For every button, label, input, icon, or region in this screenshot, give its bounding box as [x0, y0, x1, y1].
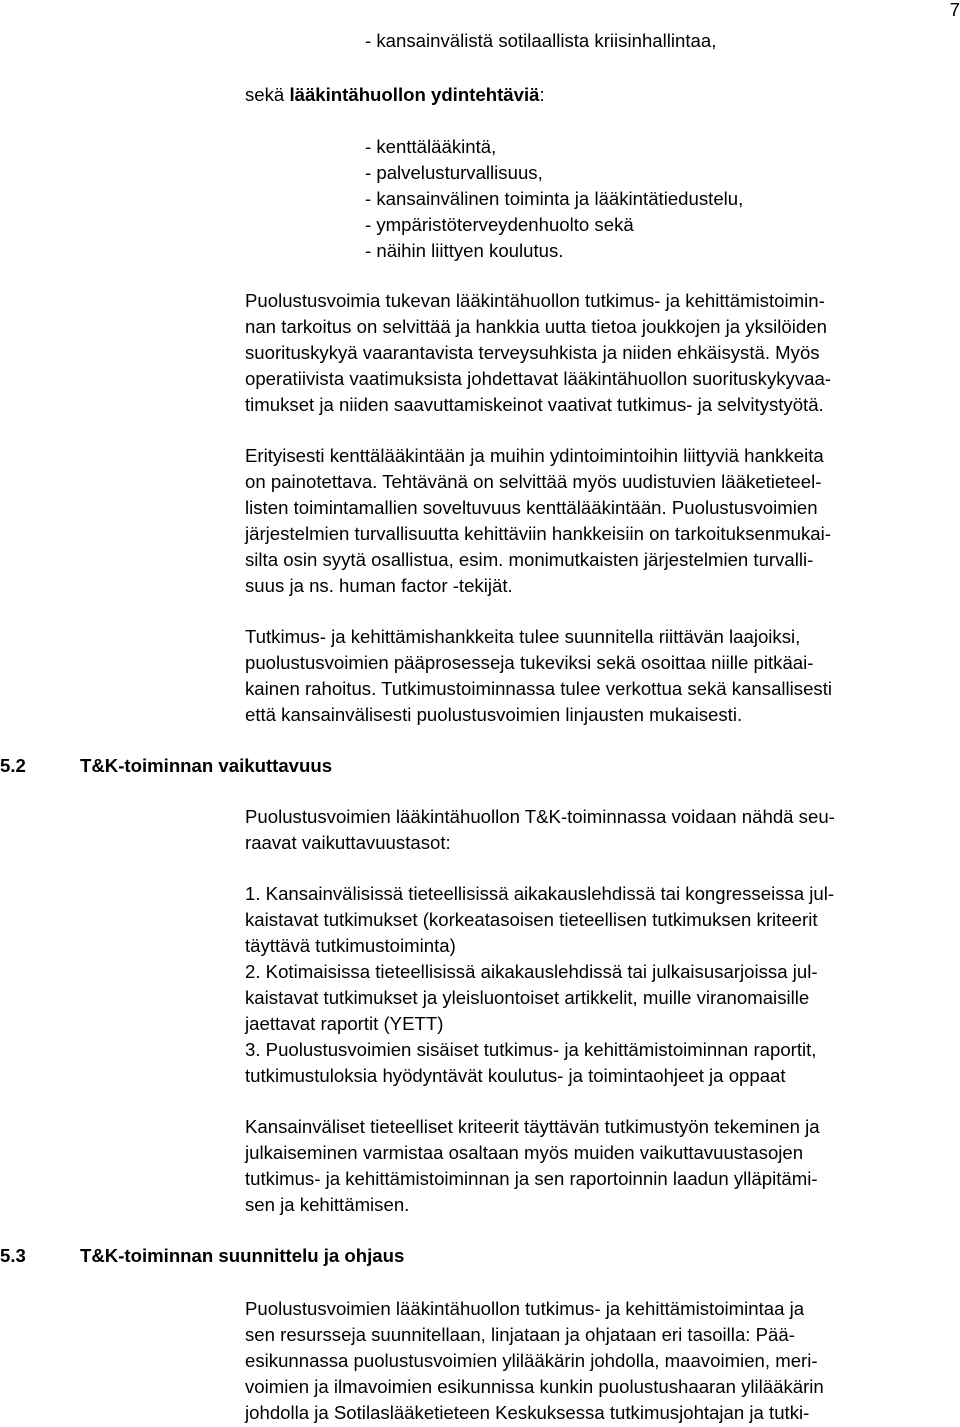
core-tasks-intro: [245, 82, 545, 108]
text-line: raavat vaikuttavuustasot:: [245, 832, 451, 853]
text-line: johdolla ja Sotilaslääketieteen Keskuksessa tutkimusjohtajan ja tutki-: [245, 1402, 810, 1423]
text-line: Kansainväliset tieteelliset kriteerit täyttävän tutkimustyön tekeminen ja: [245, 1116, 820, 1137]
text-line: suorituskykyä vaarantavista terveysuhkista ja niiden ehkäisystä. Myös: [245, 342, 820, 363]
core-task-item: - kansainvälinen toiminta ja lääkintätiedustelu,: [365, 188, 744, 209]
text-line: esikunnassa puolustusvoimien ylilääkärin johdolla, maavoimien, meri-: [245, 1350, 818, 1371]
text-line: voimien ja ilmavoimien esikunnissa kunkin puolustushaaran ylilääkärin: [245, 1376, 824, 1397]
text-line: julkaiseminen varmistaa osaltaan myös muiden vaikuttavuustasojen: [245, 1142, 804, 1163]
page-number: 7: [949, 0, 960, 20]
intl-crisis-bullet: - kansainvälistä sotilaallista kriisinhallintaa,: [365, 30, 717, 51]
intro-prefix: sekä: [245, 84, 290, 105]
list-item-line: 3. Puolustusvoimien sisäiset tutkimus- ja kehittämistoiminnan raportit,: [245, 1039, 817, 1060]
core-task-item: - näihin liittyen koulutus.: [365, 240, 564, 261]
list-item-line: kaistavat tutkimukset ja yleisluontoiset artikkelit, muille viranomaisille: [245, 987, 810, 1008]
text-line: Puolustusvoimien lääkintähuollon tutkimus- ja kehittämistoimintaa ja: [245, 1298, 805, 1319]
impact-levels-list: [245, 881, 955, 1089]
intl-criteria-paragraph: [245, 1114, 955, 1218]
section-title: T&K-toiminnan suunnittelu ja ohjaus: [80, 1245, 405, 1266]
text-line: Erityisesti kenttälääkintään ja muihin ydintoimintoihin liittyviä hankkeita: [245, 445, 824, 466]
core-task-item: - palvelusturvallisuus,: [365, 162, 543, 183]
section-title: T&K-toiminnan vaikuttavuus: [80, 755, 333, 776]
text-line: Puolustusvoimien lääkintähuollon T&K-toiminnassa voidaan nähdä seu-: [245, 806, 835, 827]
text-line: järjestelmien turvallisuutta kehittäviin hankkeisiin on tarkoituksenmukai-: [245, 523, 831, 544]
list-item-line: täyttävä tutkimustoiminta): [245, 935, 456, 956]
list-item-line: 2. Kotimaisissa tieteellisissä aikakauslehdissä tai julkaisusarjoissa jul-: [245, 961, 818, 982]
text-line: sen resursseja suunnitellaan, linjataan ja ohjataan eri tasoilla: Pää-: [245, 1324, 795, 1345]
list-item-line: kaistavat tutkimukset (korkeatasoisen tieteellisen tutkimuksen kriteerit: [245, 909, 818, 930]
intro-bold: lääkintähuollon ydintehtäviä: [289, 84, 540, 105]
intro-suffix: :: [539, 84, 545, 105]
core-task-item: - kenttälääkintä,: [365, 136, 497, 157]
text-line: on painotettava. Tehtävänä on selvittää myös uudistuvien lääketieteel-: [245, 471, 822, 492]
text-line: suus ja ns. human factor -tekijät.: [245, 575, 513, 596]
section-number: 5.2: [0, 755, 26, 776]
text-line: puolustusvoimien pääprosesseja tukeviksi sekä osoittaa niille pitkäai-: [245, 652, 814, 673]
impact-intro-paragraph: [245, 804, 955, 856]
field-medicine-paragraph: [245, 443, 955, 599]
text-line: silta osin syytä osallistua, esim. monimutkaisten järjestelmien turvalli-: [245, 549, 814, 570]
section-heading-5-3: [0, 1243, 404, 1269]
text-line: tutkimus- ja kehittämistoiminnan ja sen raportoinnin laadun ylläpitämi-: [245, 1168, 818, 1189]
text-line: että kansainvälisesti puolustusvoimien linjausten mukaisesti.: [245, 704, 743, 725]
section-number: 5.3: [0, 1245, 26, 1266]
text-line: listen toimintamallien soveltuvuus kenttälääkintään. Puolustusvoimien: [245, 497, 818, 518]
core-task-item: - ympäristöterveydenhuolto sekä: [365, 214, 634, 235]
list-item-line: 1. Kansainvälisissä tieteellisissä aikakauslehdissä tai kongresseissa jul-: [245, 883, 835, 904]
list-item-line: tutkimustuloksia hyödyntävät koulutus- ja toimintaohjeet ja oppaat: [245, 1065, 786, 1086]
list-item-line: jaettavat raportit (YETT): [245, 1013, 444, 1034]
text-line: nan tarkoitus on selvittää ja hankkia uutta tietoa joukkojen ja yksilöiden: [245, 316, 827, 337]
section-heading-5-2: [0, 753, 332, 779]
text-line: operatiivista vaatimuksista johdettavat lääkintähuollon suorituskykyvaa-: [245, 368, 832, 389]
text-line: Tutkimus- ja kehittämishankkeita tulee suunnitella riittävän laajoiksi,: [245, 626, 801, 647]
project-planning-paragraph: [245, 624, 955, 728]
text-line: kainen rahoitus. Tutkimustoiminnassa tulee verkottua sekä kansallisesti: [245, 678, 833, 699]
text-line: timukset ja niiden saavuttamiskeinot vaativat tutkimus- ja selvitystyötä.: [245, 394, 824, 415]
planning-paragraph: [245, 1296, 955, 1426]
text-line: Puolustusvoimia tukevan lääkintähuollon tutkimus- ja kehittämistoimin-: [245, 290, 825, 311]
text-line: sen ja kehittämisen.: [245, 1194, 410, 1215]
research-purpose-paragraph: [245, 288, 955, 418]
